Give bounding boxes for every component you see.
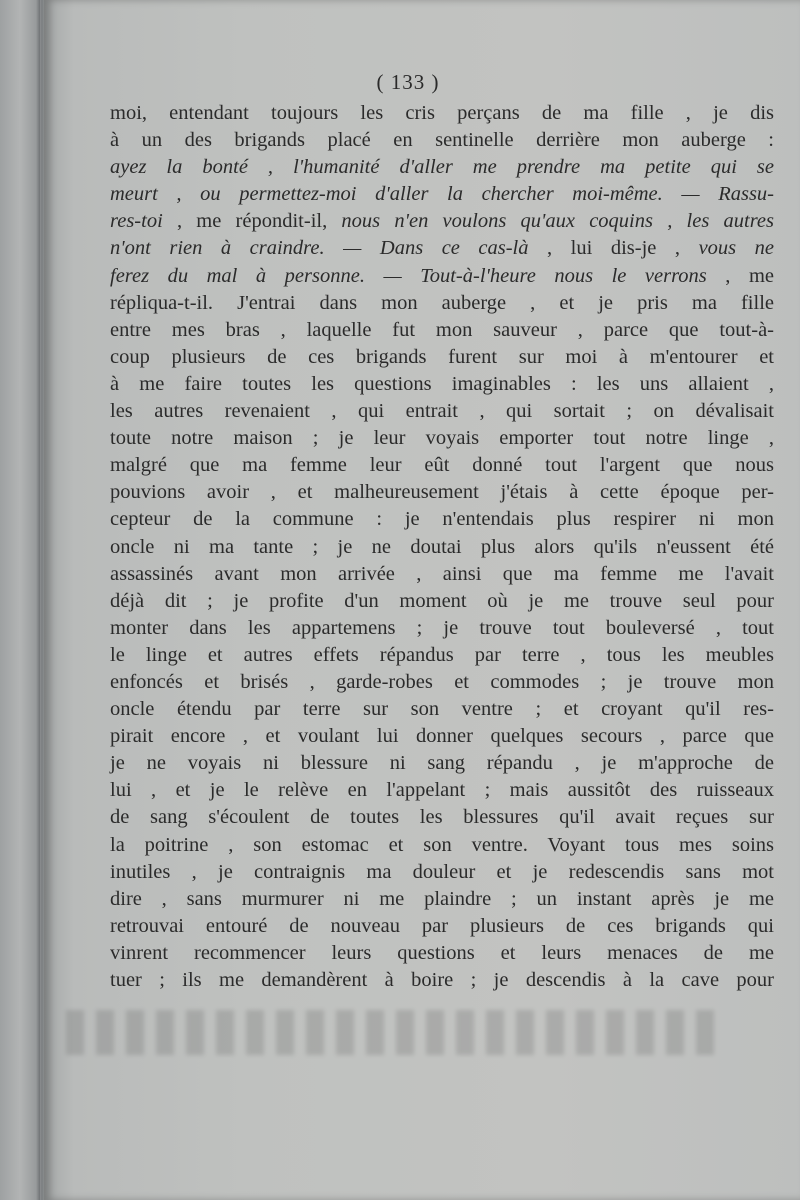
text-line [110,317,774,344]
text-line [110,750,774,777]
page-number: ( 133 ) [376,70,440,94]
text-run: entre mes bras , laquelle fut mon sauveur , parce que tout-à- [110,318,774,341]
text-line [110,506,774,533]
text-run: toute notre maison ; je leur voyais emporter tout notre linge , [110,427,774,450]
text-line [110,967,774,994]
text-line [110,235,774,262]
text-run: vinrent recommencer leurs questions et leurs menaces de me [110,941,774,964]
text-line [110,642,774,669]
text-run: enfoncés et brisés , garde-robes et commodes ; je trouve mon [110,670,774,693]
text-line [110,452,774,479]
italic-text-run: meurt , ou permettez-moi d'aller la chercher moi-même. — Rassu- [110,183,774,206]
italic-text-run: res-toi [110,210,163,233]
body-text [110,100,774,994]
text-line [110,181,774,208]
text-run: monter dans les appartemens ; je trouve tout bouleversé , tout [110,616,774,639]
text-run: , lui dis-je , [528,237,699,260]
text-line [110,290,774,317]
text-line [110,561,774,588]
text-line [110,479,774,506]
text-line [110,886,774,913]
text-run: malgré que ma femme leur eût donné tout l'argent que nous [110,454,774,477]
italic-text-run: nous n'en voulons qu'aux coquins , les autres [341,210,774,233]
text-run: dire , sans murmurer ni me plaindre ; un instant après je me [110,887,774,910]
text-line [110,371,774,398]
text-line [110,723,774,750]
text-run: répliqua-t-il. J'entrai dans mon auberge , et je pris ma fille [110,291,774,314]
text-run: de sang s'écoulent de toutes les blessures qu'il avait reçues sur [110,806,774,829]
text-run: déjà dit ; je profite d'un moment où je me trouve seul pour [110,589,774,612]
text-run: le linge et autres effets répandus par terre , tous les meubles [110,643,774,666]
text-run: , me [706,264,774,287]
text-run: cepteur de la commune : je n'entendais plus respirer ni mon [110,508,774,531]
text-run: à me faire toutes les questions imaginables : les uns allaient , [110,372,774,395]
text-line [110,208,774,235]
text-run: je ne voyais ni blessure ni sang répandu , je m'approche de [110,752,774,775]
text-line [110,127,774,154]
text-line [110,940,774,967]
text-run: oncle étendu par terre sur son ventre ; et croyant qu'il res- [110,698,774,721]
text-line [110,913,774,940]
show-through-text [66,1010,726,1055]
text-run: pouvions avoir , et malheureusement j'étais à cette époque per- [110,481,774,504]
text-run: à un des brigands placé en sentinelle derrière mon auberge : [110,129,774,152]
italic-text-run: ferez du mal à personne. — Tout-à-l'heure nous le verrons [110,264,707,287]
text-line [110,615,774,642]
text-run: les autres revenaient , qui entrait , qui sortait ; on dévalisait [110,400,774,423]
text-line [110,669,774,696]
text-line [110,859,774,886]
text-line [110,100,774,127]
text-line [110,777,774,804]
text-line [110,832,774,859]
text-run: inutiles , je contraignis ma douleur et je redescendis sans mot [110,860,774,883]
text-line [110,804,774,831]
italic-text-run: vous ne [698,237,775,260]
text-line [110,263,774,290]
facing-page-edge [0,0,40,1200]
italic-text-run: ayez la bonté , l'humanité d'aller me prendre ma petite qui se [110,156,774,179]
text-run: la poitrine , son estomac et son ventre. Voyant tous mes soins [110,833,774,856]
text-run: tuer ; ils me demandèrent à boire ; je descendis à la cave pour [110,969,774,991]
text-line [110,425,774,452]
text-line [110,588,774,615]
text-run: coup plusieurs de ces brigands furent sur moi à m'entourer et [110,345,774,368]
text-run: retrouvai entouré de nouveau par plusieurs de ces brigands qui [110,914,774,937]
text-line [110,696,774,723]
text-line [110,154,774,181]
text-line [110,398,774,425]
text-run: , me répondit-il, [162,210,342,233]
text-run: oncle ni ma tante ; je ne doutai plus alors qu'ils n'eussent été [110,535,774,558]
text-run: lui , et je le relève en l'appelant ; mais aussitôt des ruisseaux [110,779,774,802]
italic-text-run: n'ont rien à craindre. — Dans ce cas-là [110,237,529,260]
text-line [110,534,774,561]
text-line [110,344,774,371]
text-run: moi, entendant toujours les cris perçans de ma fille , je dis [110,102,774,124]
text-run: assassinés avant mon arrivée , ainsi que ma femme me l'avait [110,562,774,585]
text-run: pirait encore , et voulant lui donner quelques secours , parce que [110,725,774,748]
